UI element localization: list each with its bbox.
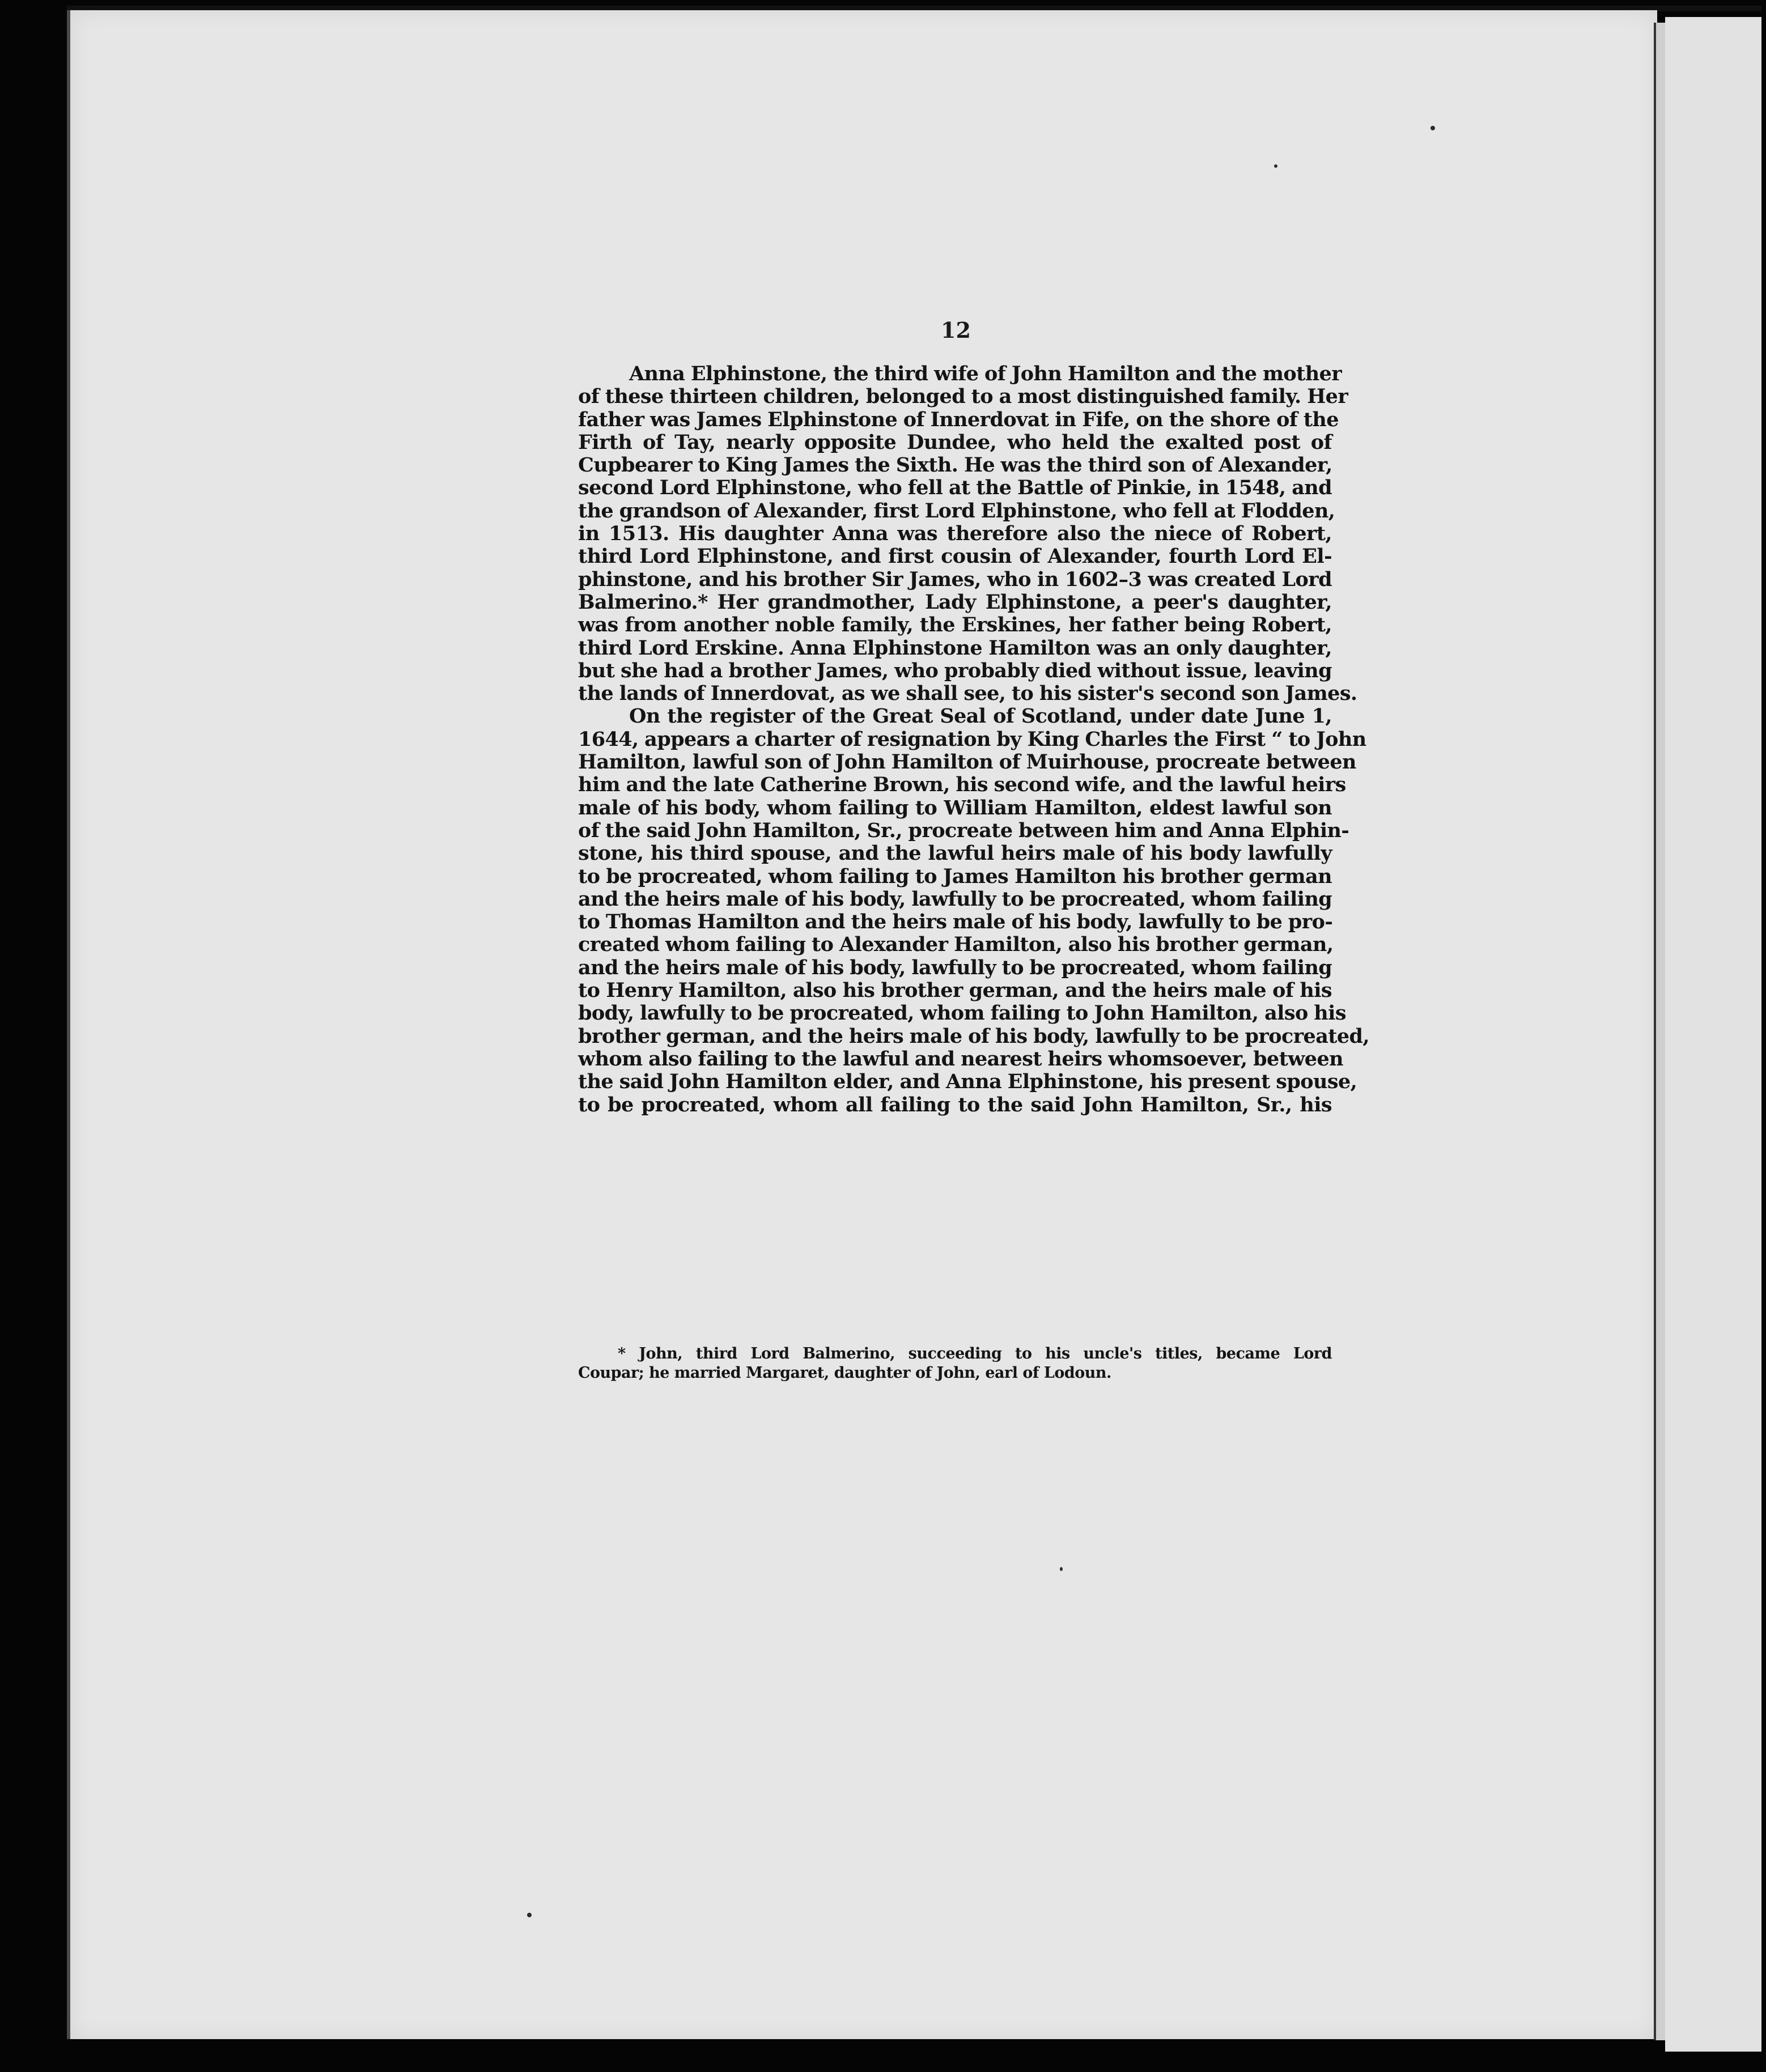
text-line: third Lord Elphinstone, and first cousin of Alexander, fourth Lord El- [578, 545, 1332, 568]
text-line: Balmerino.* Her grandmother, Lady Elphinstone, a peer's daughter, [578, 590, 1332, 614]
text-line: him and the late Catherine Brown, his second wife, and the lawful heirs [578, 773, 1346, 797]
text-line: father was James Elphinstone of Innerdovat in Fife, on the shore of the [578, 407, 1339, 431]
text-line: of these thirteen children, belonged to a most distinguished family. Her [578, 385, 1348, 409]
text-line: male of his body, whom failing to William Hamilton, eldest lawful son [578, 796, 1332, 820]
text-line: body, lawfully to be procreated, whom failing to John Hamilton, also his [578, 1001, 1346, 1025]
text-line: to Henry Hamilton, also his brother german, and the heirs male of his [578, 979, 1332, 1003]
scan-speck [1274, 164, 1277, 168]
scan-speck [1430, 126, 1435, 130]
text-line: to Thomas Hamilton and the heirs male of his body, lawfully to be pro- [578, 910, 1333, 934]
text-line: whom also failing to the lawful and nearest heirs whomsoever, between [578, 1047, 1343, 1071]
text-line: second Lord Elphinstone, who fell at the Battle of Pinkie, in 1548, and [578, 476, 1332, 500]
page-number: 12 [941, 317, 971, 343]
footnote [578, 1344, 1332, 1383]
text-line: third Lord Erskine. Anna Elphinstone Hamilton was an only daughter, [578, 636, 1332, 660]
text-line: brother german, and the heirs male of his body, lawfully to be procreated, [578, 1024, 1369, 1048]
text-line: in 1513. His daughter Anna was therefore also the niece of Robert, [578, 522, 1332, 546]
text-line: was from another noble family, the Erskines, her father being Robert, [578, 613, 1332, 637]
text-line: created whom failing to Alexander Hamilton, also his brother german, [578, 933, 1334, 957]
text-line: and the heirs male of his body, lawfully to be procreated, whom failing [578, 956, 1332, 979]
text-line: 1644, appears a charter of resignation by King Charles the First “ to John [578, 727, 1366, 751]
scan-speck [527, 1913, 532, 1917]
text-line: stone, his third spouse, and the lawful heirs male of his body lawfully [578, 842, 1332, 865]
text-line: the grandson of Alexander, first Lord Elphinstone, who fell at Flodden, [578, 499, 1335, 523]
text-line: and the heirs male of his body, lawfully to be procreated, whom failing [578, 887, 1332, 911]
body-text [578, 362, 1369, 1116]
text-line: to be procreated, whom all failing to the said John Hamilton, Sr., his [578, 1093, 1332, 1116]
text-line: Hamilton, lawful son of John Hamilton of Muirhouse, procreate between [578, 750, 1356, 774]
footnote-line: Coupar; he married Margaret, daughter of John, earl of Lodoun. [578, 1364, 1111, 1382]
scan-speck [1060, 1567, 1063, 1571]
text-line: the lands of Innerdovat, as we shall see, to his sister's second son James. [578, 682, 1357, 706]
text-line: On the register of the Great Seal of Scotland, under date June 1, [629, 704, 1332, 728]
text-line: to be procreated, whom failing to James Hamilton his brother german [578, 864, 1332, 888]
text-line: the said John Hamilton elder, and Anna Elphinstone, his present spouse, [578, 1070, 1357, 1094]
text-line: Firth of Tay, nearly opposite Dundee, who held the exalted post of [578, 430, 1332, 454]
text-line: but she had a brother James, who probably died without issue, leaving [578, 659, 1332, 682]
text-line: Anna Elphinstone, the third wife of John Hamilton and the mother [629, 362, 1342, 385]
text-line: Cupbearer to King James the Sixth. He was the third son of Alexander, [578, 453, 1332, 477]
text-line: of the said John Hamilton, Sr., procreate between him and Anna Elphin- [578, 818, 1349, 842]
text-line: phinstone, and his brother Sir James, who in 1602–3 was created Lord [578, 567, 1332, 591]
footnote-line: * John, third Lord Balmerino, succeeding to his uncle's titles, became Lord [618, 1345, 1332, 1362]
facing-page-edge [1665, 17, 1761, 2052]
